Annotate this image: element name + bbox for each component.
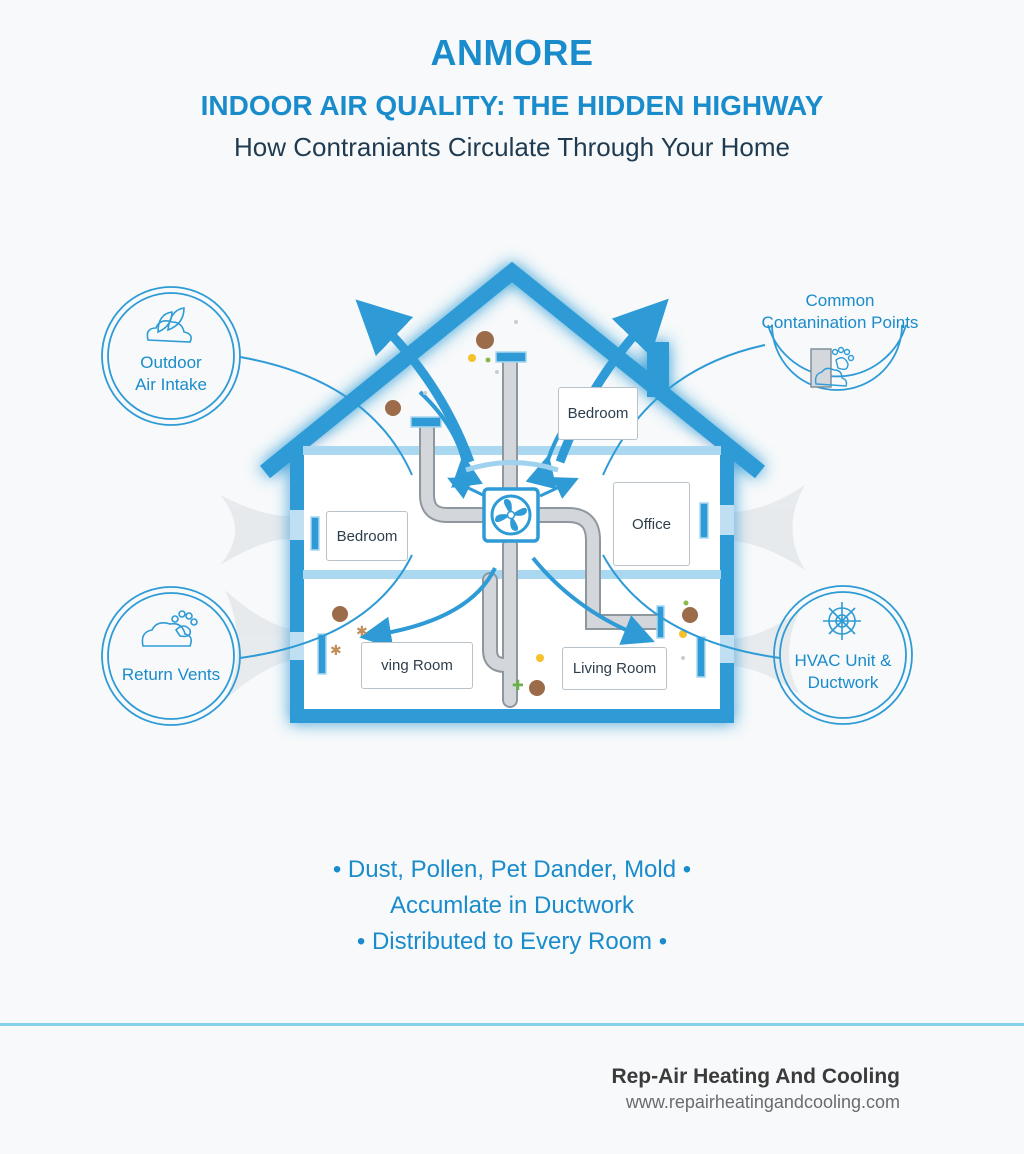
callout-hvac-unit-ductwork xyxy=(778,650,908,694)
callout-label-line1: Common xyxy=(805,291,875,310)
room-office: Office xyxy=(613,482,690,566)
room-living-room-left: ving Room xyxy=(361,642,473,689)
bullet-line-1: • Dust, Pollen, Pet Dander, Mold • xyxy=(332,856,692,883)
company-name: Rep-Air Heating And Cooling xyxy=(611,1065,900,1088)
company-url[interactable]: www.repairheatingandcooling.com xyxy=(625,1092,900,1112)
bullet-line-3: • Distributed to Every Room • xyxy=(356,928,668,955)
callout-label-line2: Contanination Points xyxy=(761,313,919,332)
callout-outdoor-air-intake xyxy=(110,352,232,396)
room-bedroom-upper: Bedroom xyxy=(558,387,638,440)
callout-label-line1: Return Vents xyxy=(121,665,221,684)
room-bedroom-left: Bedroom xyxy=(326,511,408,561)
gear-wheel-icon xyxy=(823,602,861,640)
location-title: ANMORE xyxy=(430,32,594,73)
paw-cloud-icon xyxy=(142,611,197,646)
svg-text:✚: ✚ xyxy=(512,677,524,693)
subtitle: How Contraniants Circulate Through Your Home xyxy=(234,132,790,162)
fan-icon xyxy=(484,489,538,541)
door-paw-cloud-icon xyxy=(811,348,854,388)
leaf-cloud-icon xyxy=(147,308,191,342)
callout-label-line2: Ductwork xyxy=(807,673,879,692)
footer-divider xyxy=(0,1023,1024,1026)
contaminant-summary xyxy=(0,852,1024,960)
callout-common-contamination-points xyxy=(755,290,925,334)
svg-text:✱: ✱ xyxy=(356,623,368,639)
callout-return-vents xyxy=(108,664,234,686)
main-title: INDOOR AIR QUALITY: THE HIDDEN HIGHWAY xyxy=(200,90,824,121)
callout-label-line1: Outdoor xyxy=(140,353,202,372)
room-living-room-right: Living Room xyxy=(562,647,667,690)
bullet-line-2: Accumlate in Ductwork xyxy=(389,892,635,919)
callout-label-line1: HVAC Unit & xyxy=(794,651,892,670)
callout-label-line2: Air Intake xyxy=(135,375,207,394)
svg-text:✱: ✱ xyxy=(330,642,342,658)
